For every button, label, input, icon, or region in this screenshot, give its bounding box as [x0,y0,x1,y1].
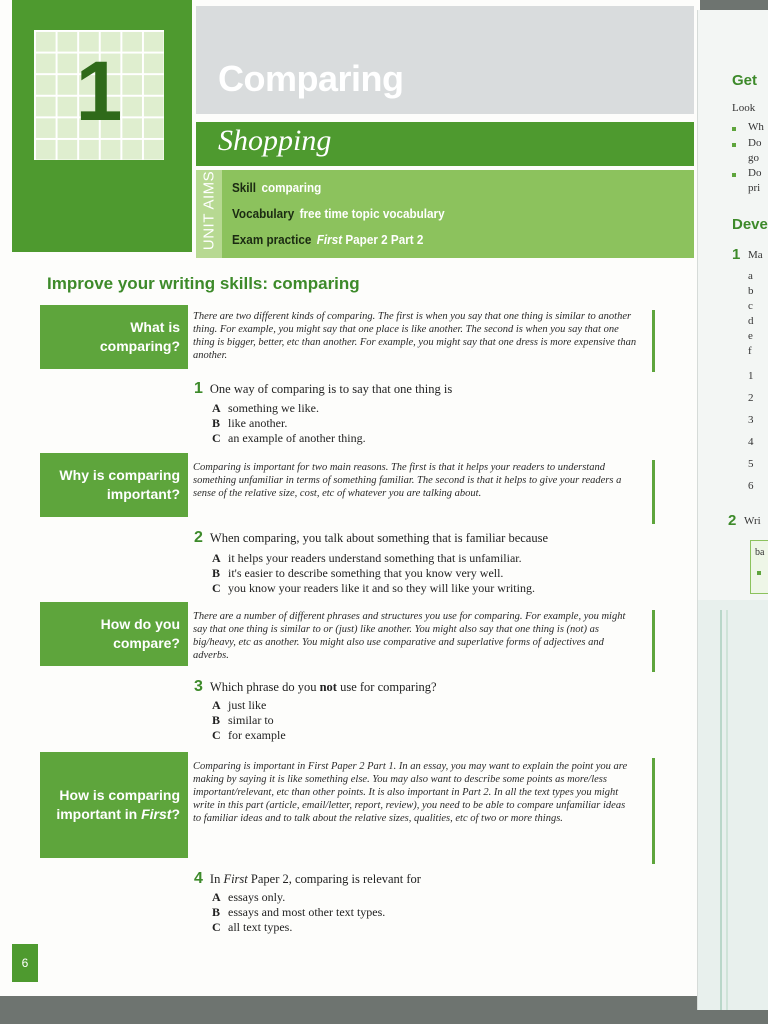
option: A just like [212,698,267,712]
bullet-icon [757,571,761,575]
facing-letter: d [748,315,754,327]
option: B similar to [212,713,274,727]
facing-text: Wri [744,515,761,527]
facing-page-edge [697,10,768,1010]
paragraph-rule [652,310,655,372]
option: B essays and most other text types. [212,905,386,919]
unit-subtitle: Shopping [218,124,332,157]
option: C you know your readers like it and so they will like your writing. [212,581,535,595]
facing-letter: c [748,300,753,312]
facing-letter: f [748,345,752,357]
facing-letter: b [748,285,754,297]
facing-number: 6 [748,480,754,492]
block-label: Why is comparing important? [40,453,188,517]
aim-exam-practice [232,232,423,247]
aim-skill [232,180,321,195]
facing-text: Do [748,137,762,149]
page-number: 6 [12,944,38,982]
question: 4 In First Paper 2, comparing is relevant for [194,870,421,887]
unit-number: 1 [75,44,123,138]
facing-text: go [748,152,759,164]
option: A something we like. [212,401,319,415]
block-paragraph: There are a number of different phrases and structures you use for comparing. For example, you might say that one thing is similar to or (just) like another. You might also say that one thing is (not) as big/heavy, etc as another. You might also use comparative and superlative forms of adjectives and adverbs. [193,611,626,661]
facing-heading: Get [732,72,758,89]
facing-number: 4 [748,436,754,448]
facing-box-text: ba [755,547,765,558]
bullet-icon [732,143,736,147]
paragraph-rule [652,460,655,524]
option: C all text types. [212,920,293,934]
block-paragraph: Comparing is important for two main reasons. The first is that it helps your readers to understand something unfamiliar in terms of something familiar. The second is that it helps to give your readers a sense of the relative size, cost, etc of whatever you are talking about. [193,462,622,499]
question: 2 When comparing, you talk about something that is familiar because [194,529,549,546]
facing-text: Do [748,167,762,179]
bullet-icon [732,127,736,131]
option: C for example [212,728,286,742]
facing-number: 5 [748,458,754,470]
facing-item-number: 1 [732,246,741,263]
facing-text: Ma [748,249,763,261]
option: A it helps your readers understand something that is unfamiliar. [212,551,522,565]
aim-label: Vocabulary [232,206,295,221]
facing-letter: a [748,270,753,282]
option: B like another. [212,416,288,430]
facing-letter: e [748,330,753,342]
aim-value: First Paper 2 Part 2 [316,232,424,247]
facing-box [750,540,768,594]
block-label: How is comparing important in First? [40,752,188,858]
block-paragraph: Comparing is important in First Paper 2 Part 1. In an essay, you may want to explain the point you are making by saying it is like something else. You may also want to describe some points as more/less important/relevant, etc than other points. It is also important in Part 2. In all the text types you might write in this part (article, email/letter, report, review), you need to be able to compare unfamiliar ideas to familiar ideas and to talk about the relative sizes, qualities, etc of two or more things. [193,761,628,824]
unit-aims-tab [196,170,222,258]
bullet-icon [732,173,736,177]
aim-value: free time topic vocabulary [299,206,445,221]
unit-aims-label: UNIT AIMS [200,170,218,251]
aim-label: Exam practice [232,232,312,247]
facing-text: Wh [748,121,764,133]
question: 1 One way of comparing is to say that one thing is [194,380,453,397]
paragraph-rule [652,758,655,864]
facing-lower-panel [698,600,768,1010]
option: C an example of another thing. [212,431,366,445]
aim-label: Skill [232,180,257,195]
block-label: How do you compare? [40,602,188,666]
facing-rule [726,610,728,1010]
block-label: What is comparing? [40,305,188,369]
facing-text: Look [732,102,756,114]
question: 3 Which phrase do you not use for comparing? [194,678,437,695]
aim-vocabulary [232,206,445,221]
facing-item-number: 2 [728,512,737,529]
aim-value: comparing [261,180,322,195]
option: A essays only. [212,890,286,904]
facing-text: pri [748,182,761,194]
option: B it's easier to describe something that you know very well. [212,566,504,580]
paragraph-rule [652,610,655,672]
facing-number: 2 [748,392,754,404]
facing-number: 3 [748,414,754,426]
facing-number: 1 [748,370,754,382]
facing-heading: Deve [732,216,768,233]
facing-rule [720,610,722,1010]
section-title: Improve your writing skills: comparing [47,274,360,293]
unit-title: Comparing [218,58,404,99]
block-paragraph: There are two different kinds of comparing. The first is when you say that one thing is similar to another thing. For example, you might say that one place is like another. The second is when you say that one thing is bigger, better, etc than another. For example, you might say that one dress is more expensive than another. [193,311,637,361]
